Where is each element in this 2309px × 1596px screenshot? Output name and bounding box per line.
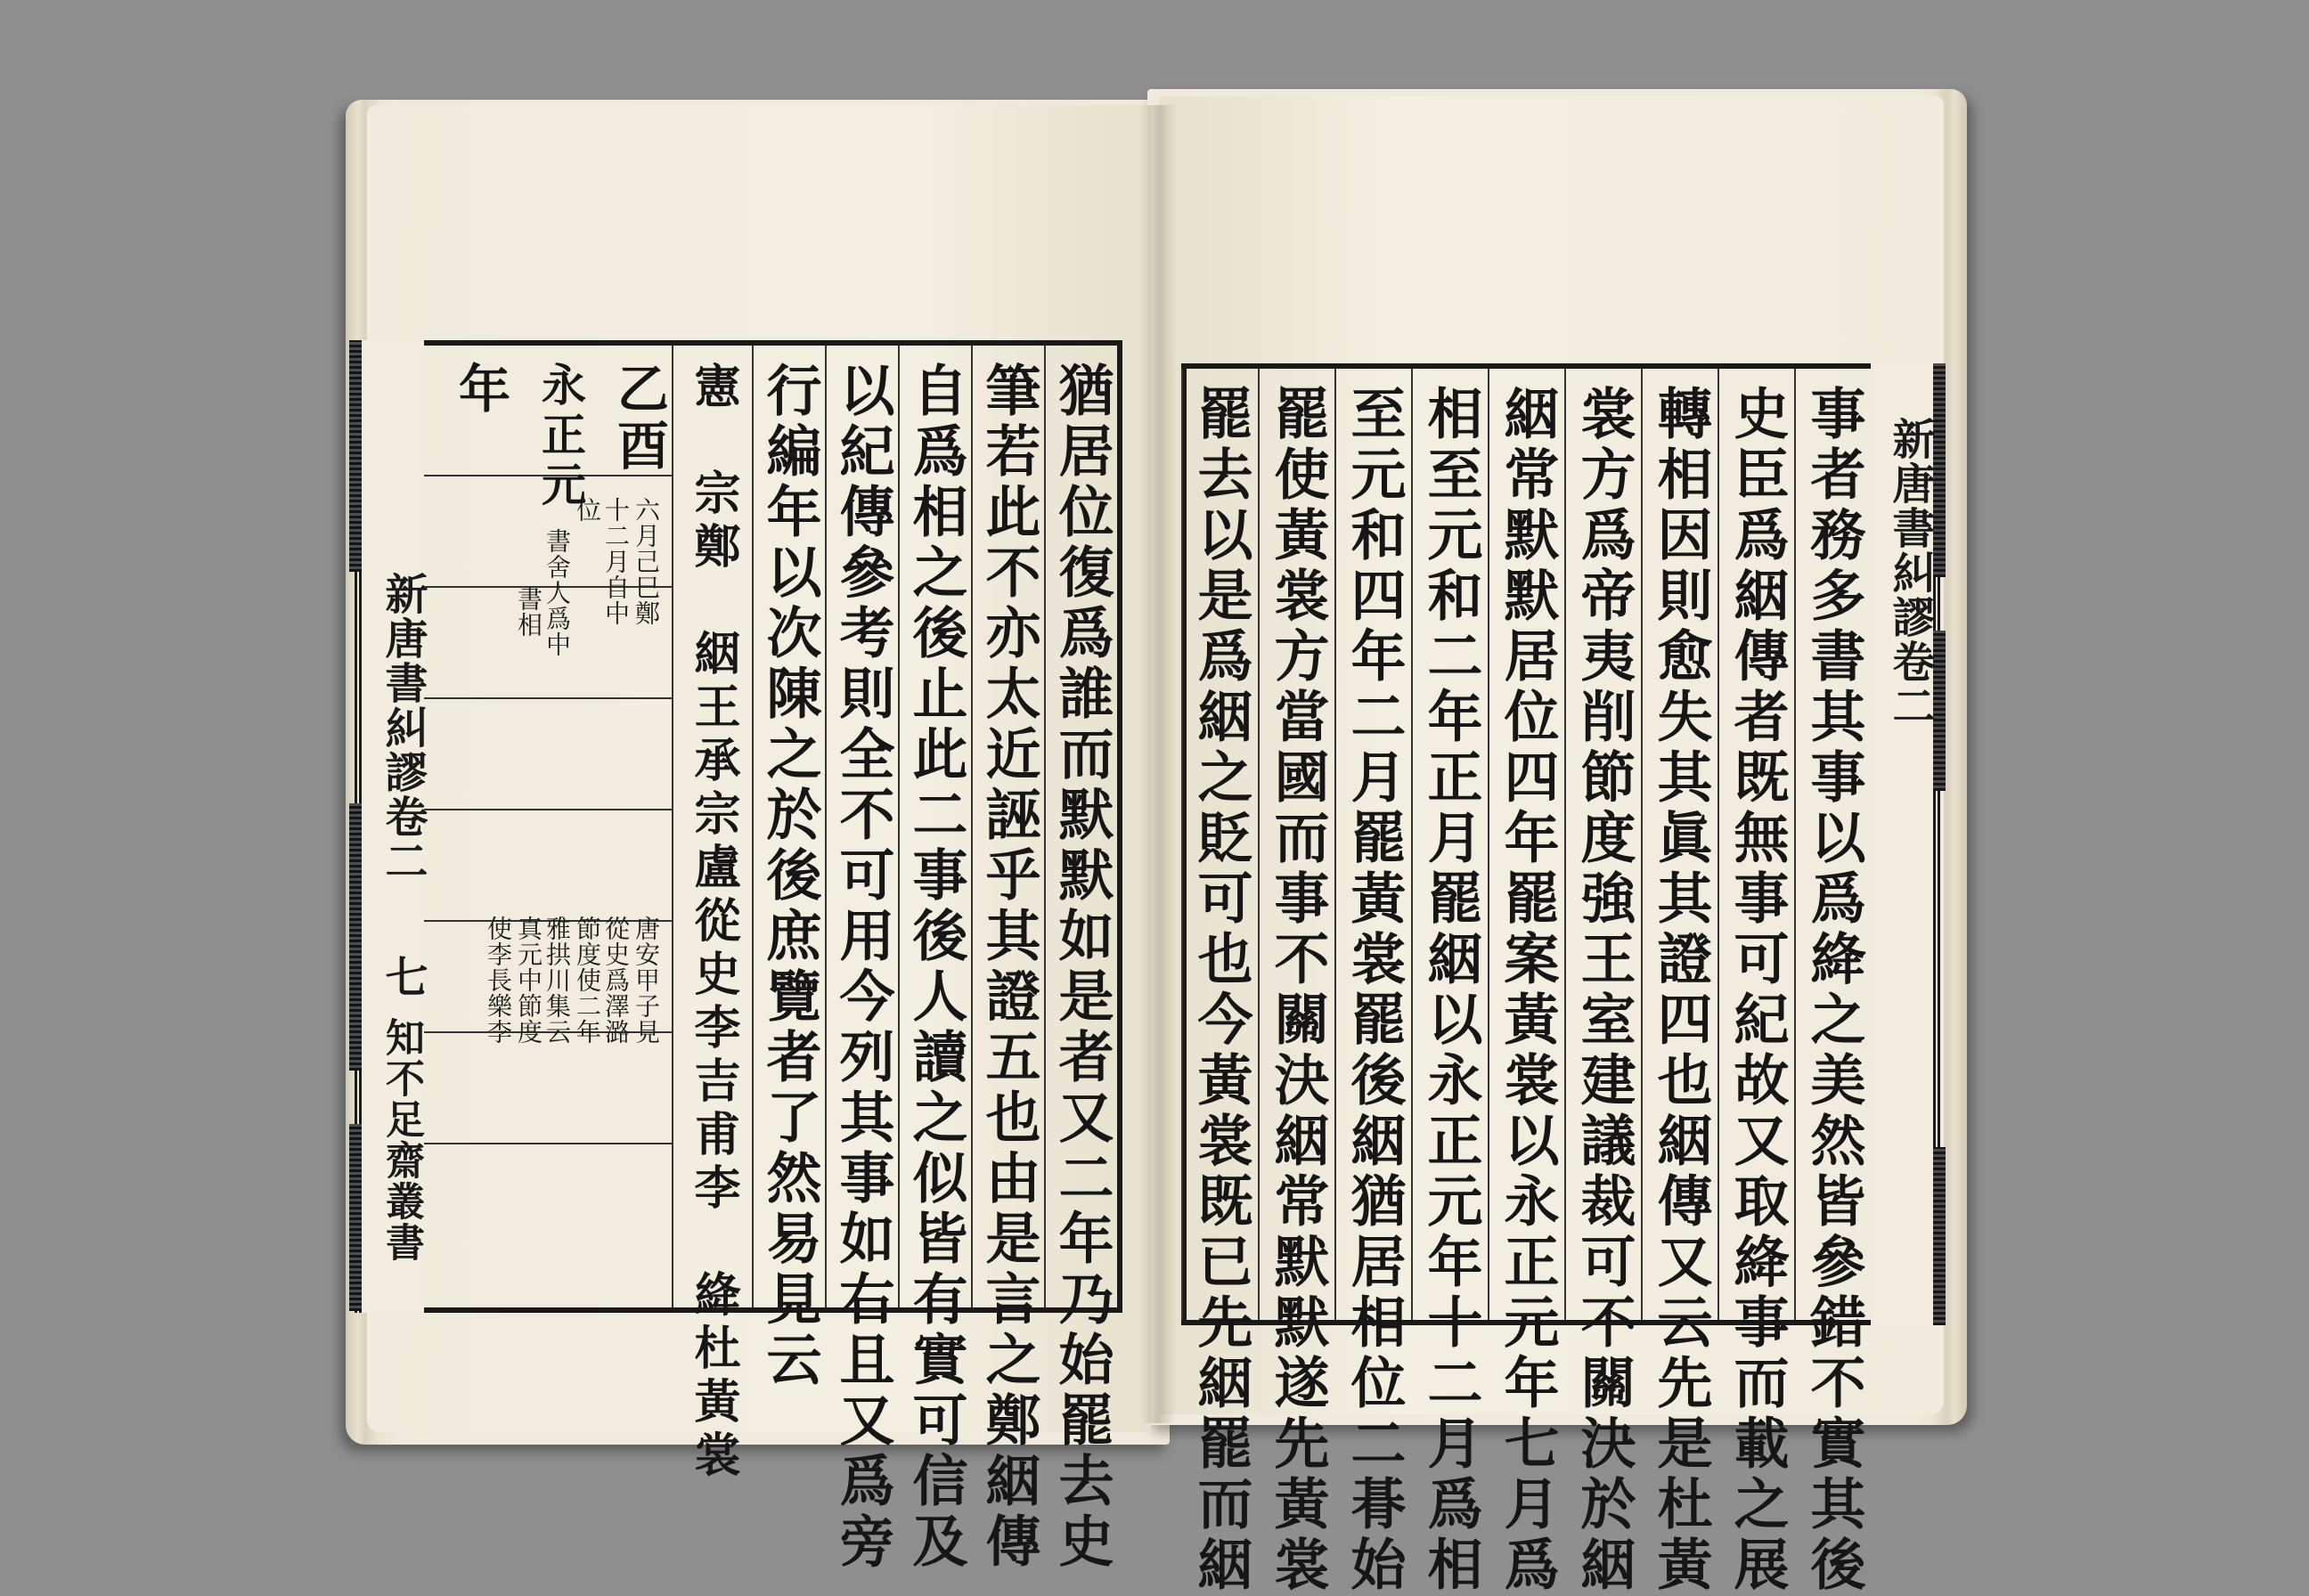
right-text-column [1717,369,1794,1596]
year-suffix: 年 [450,362,510,419]
note-upper: 書相 [514,586,543,638]
left-column-text: 自爲相之後止此二事後人讀之似皆有實可信及 [903,362,968,1573]
left-text-column [752,346,825,1391]
right-text-column [1641,369,1717,1596]
right-text-column [1181,369,1258,1596]
note-lower: 雅拱川集云 [543,916,572,1045]
right-text-column [1334,369,1411,1596]
left-text-column [971,346,1044,1573]
left-center-strip [355,340,428,1313]
note-upper: 書舍人爲中 [543,528,572,657]
right-text-column [1258,369,1334,1596]
right-column-text: 至元和四年二月罷黃裳罷後絪猶居相位二朞始 [1342,385,1407,1596]
note-upper: 位 [573,497,602,523]
year-table-row-line [424,809,673,810]
right-column-text: 絪常默默居位四年罷案黃裳以永正元年七月爲 [1495,385,1560,1596]
right-text-column [1411,369,1488,1596]
left-center-publisher: 知不足齋叢書 [379,1017,424,1263]
left-text-frame [378,340,1122,1573]
left-center-page-no: 七 [378,955,428,999]
right-text-column [1564,369,1641,1596]
left-text-column [1044,346,1117,1573]
right-column-text: 罷去以是爲絪之貶可也今黃裳既已先絪罷而絪 [1188,385,1253,1596]
table-header-column [672,346,752,1484]
right-text-column [1488,369,1564,1596]
year-ganzhi: 乙酉 [608,362,669,476]
left-strip-hatch-mid [349,803,362,1071]
left-text-column [898,346,971,1573]
note-upper: 十二月自中 [601,497,631,626]
right-center-title: 新唐書糾謬卷二 [1885,417,1935,729]
year-era: 永正元 [534,362,587,511]
right-column-text: 事者務多書其事以爲絳之美然皆參錯不實其後 [1801,385,1866,1596]
table-header-text: 憲 宗鄭 絪王承宗盧從史李吉甫李 絳杜黃裳 [686,362,740,1484]
note-lower: 從史爲澤潞 [601,916,631,1045]
note-lower: 節度使二年 [573,916,602,1045]
note-lower: 真元中節度 [514,916,543,1045]
note-lower: 使李長樂李 [484,916,513,1045]
left-column-text: 猶居位復爲誰而默默如是者又二年乃始罷去史 [1049,362,1114,1573]
right-column-text: 罷使黃裳方當國而事不關決絪常默默遂先黃裳 [1265,385,1330,1596]
right-column-text: 裳方爲帝夷削節度強王室建議裁可不關決於絪 [1571,385,1636,1596]
right-center-strip [1871,363,1940,1325]
right-strip-hatch-bottom [1933,1147,1946,1325]
right-text-frame [1181,363,1935,1596]
right-column-text: 相至元和二年正月罷絪以永正元年十二月爲相 [1418,385,1483,1596]
left-strip-hatch-top [349,340,362,572]
right-text-column [1794,369,1871,1596]
note-lower: 唐安甲子見 [632,916,661,1045]
year-table-row-line [424,1143,673,1144]
left-strip-hatch-bottom [349,1124,362,1311]
left-column-text: 行編年以次陳之於後庶覽者了然易見云 [757,362,822,1391]
book-gutter [1140,105,1176,1423]
year-table-row-line [424,697,673,699]
left-text-column [825,346,898,1573]
left-center-title: 新唐書糾謬卷二 [378,572,428,884]
left-column-text: 以紀傳參考則全不可用今列其事如右且又爲旁 [830,362,895,1573]
note-upper: 六月己巳鄭 [632,497,661,626]
right-column-text: 轉相因則愈失其眞其證四也絪傳又云先是杜黃 [1648,385,1713,1596]
right-column-text: 史臣爲絪傳者既無事可紀故又取絳事而載之展 [1725,385,1790,1596]
left-column-text: 筆若此不亦太近誣乎其證五也由是言之鄭絪傳 [976,362,1041,1573]
